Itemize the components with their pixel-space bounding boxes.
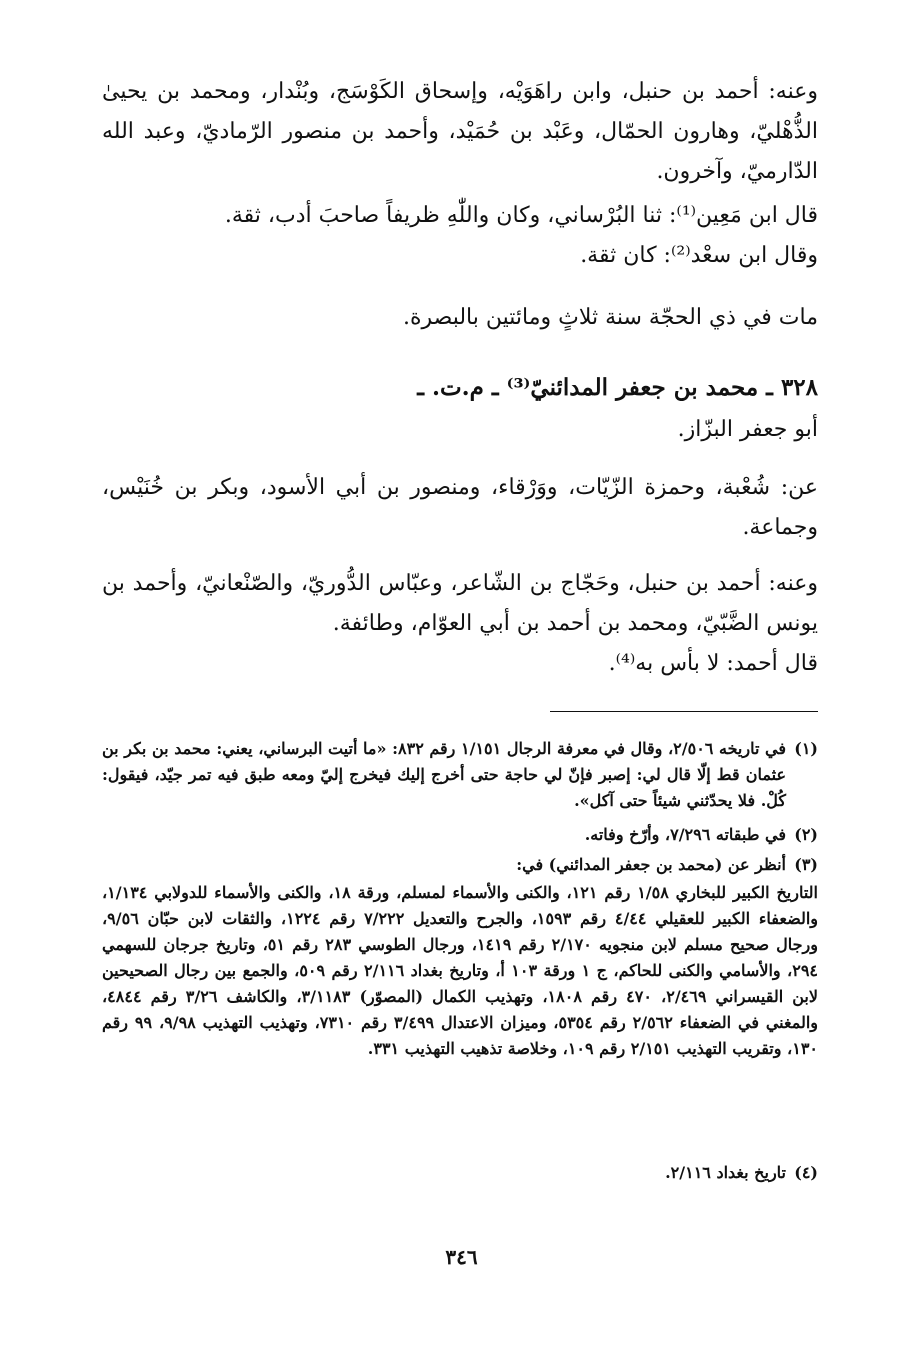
footnote-3 (102, 852, 818, 878)
footnote-text: أنظر عن (محمد بن جعفر المدائني) في: (516, 855, 786, 874)
kunya-line: أبو جعفر البزّاز. (677, 417, 818, 442)
ibn-main-quote: قال ابن مَعِين⁽¹⁾: ثنا البُرْساني، وكان واللّٰهِ ظريفاً صاحبَ أدب، ثقة. (224, 203, 818, 228)
footnote-1 (102, 736, 818, 814)
ibn-saad-quote: وقال ابن سعْد⁽²⁾: كان ثقة. (580, 243, 818, 268)
footnote-text: تاريخ بغداد ٢/١١٦. (665, 1163, 786, 1182)
entry-heading: ٣٢٨ ـ محمد بن جعفر المدائنيّ⁽³⁾ ـ م.ت. ـ (417, 374, 818, 401)
footnote-text: في طبقاته ٧/٢٩٦، وأرّخ وفاته. (584, 825, 786, 844)
students-paragraph: وعنه: أحمد بن حنبل، وحَجّاج بن الشّاعر، وعبّاس الدُّوريّ، والصّنْعانيّ، وأحمد بن يونس الضَّبّيّ، ومحمد بن أحمد بن أبي العوّام، وطائفة. (102, 571, 818, 636)
footnote-number: (١) (794, 739, 818, 758)
footnote-3-sources (102, 880, 818, 1062)
ahmad-quote: قال أحمد: لا بأس به⁽⁴⁾. (608, 651, 818, 676)
page-number: ٣٤٦ (445, 1245, 478, 1269)
narrators-from-paragraph: وعنه: أحمد بن حنبل، وابن راهَوَيْه، وإسحاق الكَوْسَج، وبُنْدار، ومحمد بن يحيىٰ الذُّهْليّ، وهارون الحمّال، وعَبْد بن حُمَيْد، وأحمد بن منصور الرّماديّ، وعبد الله الدّارميّ، وآخرون. (102, 79, 818, 184)
teachers-paragraph: عن: شُعْبة، وحمزة الزّيّات، ووَرْقاء، ومنصور بن أبي الأسود، وبكر بن خُنَيْس، وجماعة. (102, 475, 818, 540)
footnote-divider (550, 711, 818, 712)
footnote-text: في تاريخه ٢/٥٠٦، وقال في معرفة الرجال ١/١٥١ رقم ٨٣٢: «ما أتيت البرساني، يعني: محمد بن بكر بن عثمان قط إلّا قال لي: إصبر فإنّ لي حاجة حتى أخرج إليك فيخرج إليّ ومعه طبق فيه تمر جيّد، فيقول: كُلْ. فلا يحدّثني شيئاً حتى آكل». (102, 739, 786, 810)
footnote-number: (٣) (794, 855, 818, 874)
footnote-number: (٢) (794, 825, 818, 844)
footnote-number: (٤) (794, 1163, 818, 1182)
footnote-2 (102, 822, 818, 848)
footnote-sources-text: التاريخ الكبير للبخاري ١/٥٨ رقم ١٢١، والكنى والأسماء لمسلم، ورقة ١٨، والكنى والأسماء للدولابي ١/١٣٤، والضعفاء الكبير للعقيلي ٤/٤٤ رقم ١٥٩٣، والجرح والتعديل ٧/٢٢٢ رقم ١٢٢٤، والثقات لابن حبّان ٩/٥٦، ورجال صحيح مسلم لابن منجويه ٢/١٧٠ رقم ١٤١٩، ورجال الطوسي ٢٨٣ رقم ٥١، وتاريخ جرجان للسهمي ٢٩٤، والأسامي والكنى للحاكم، ج ١ ورقة ١٠٣ أ، وتاريخ بغداد ٢/١١٦ رقم ٥٠٩، والجمع بين رجال الصحيحين لابن القيسراني ٢/٤٦٩، ٤٧٠ رقم ١٨٠٨، وتهذيب الكمال (المصوّر) ٣/١١٨٣، والكاشف ٣/٢٦ رقم ٤٨٤٤، والمغني في الضعفاء ٢/٥٦٢ رقم ٥٣٥٤، وميزان الاعتدال ٣/٤٩٩ رقم ٧٣١٠، وتهذيب التهذيب ٩/٩٨، ٩٩ رقم ١٣٠، وتقريب التهذيب ٢/١٥١ رقم ١٠٩، وخلاصة تذهيب التهذيب ٣٣١. (102, 883, 819, 1058)
footnote-4 (102, 1160, 818, 1186)
death-paragraph: مات في ذي الحجّة سنة ثلاثٍ ومائتين بالبصرة. (402, 305, 818, 330)
